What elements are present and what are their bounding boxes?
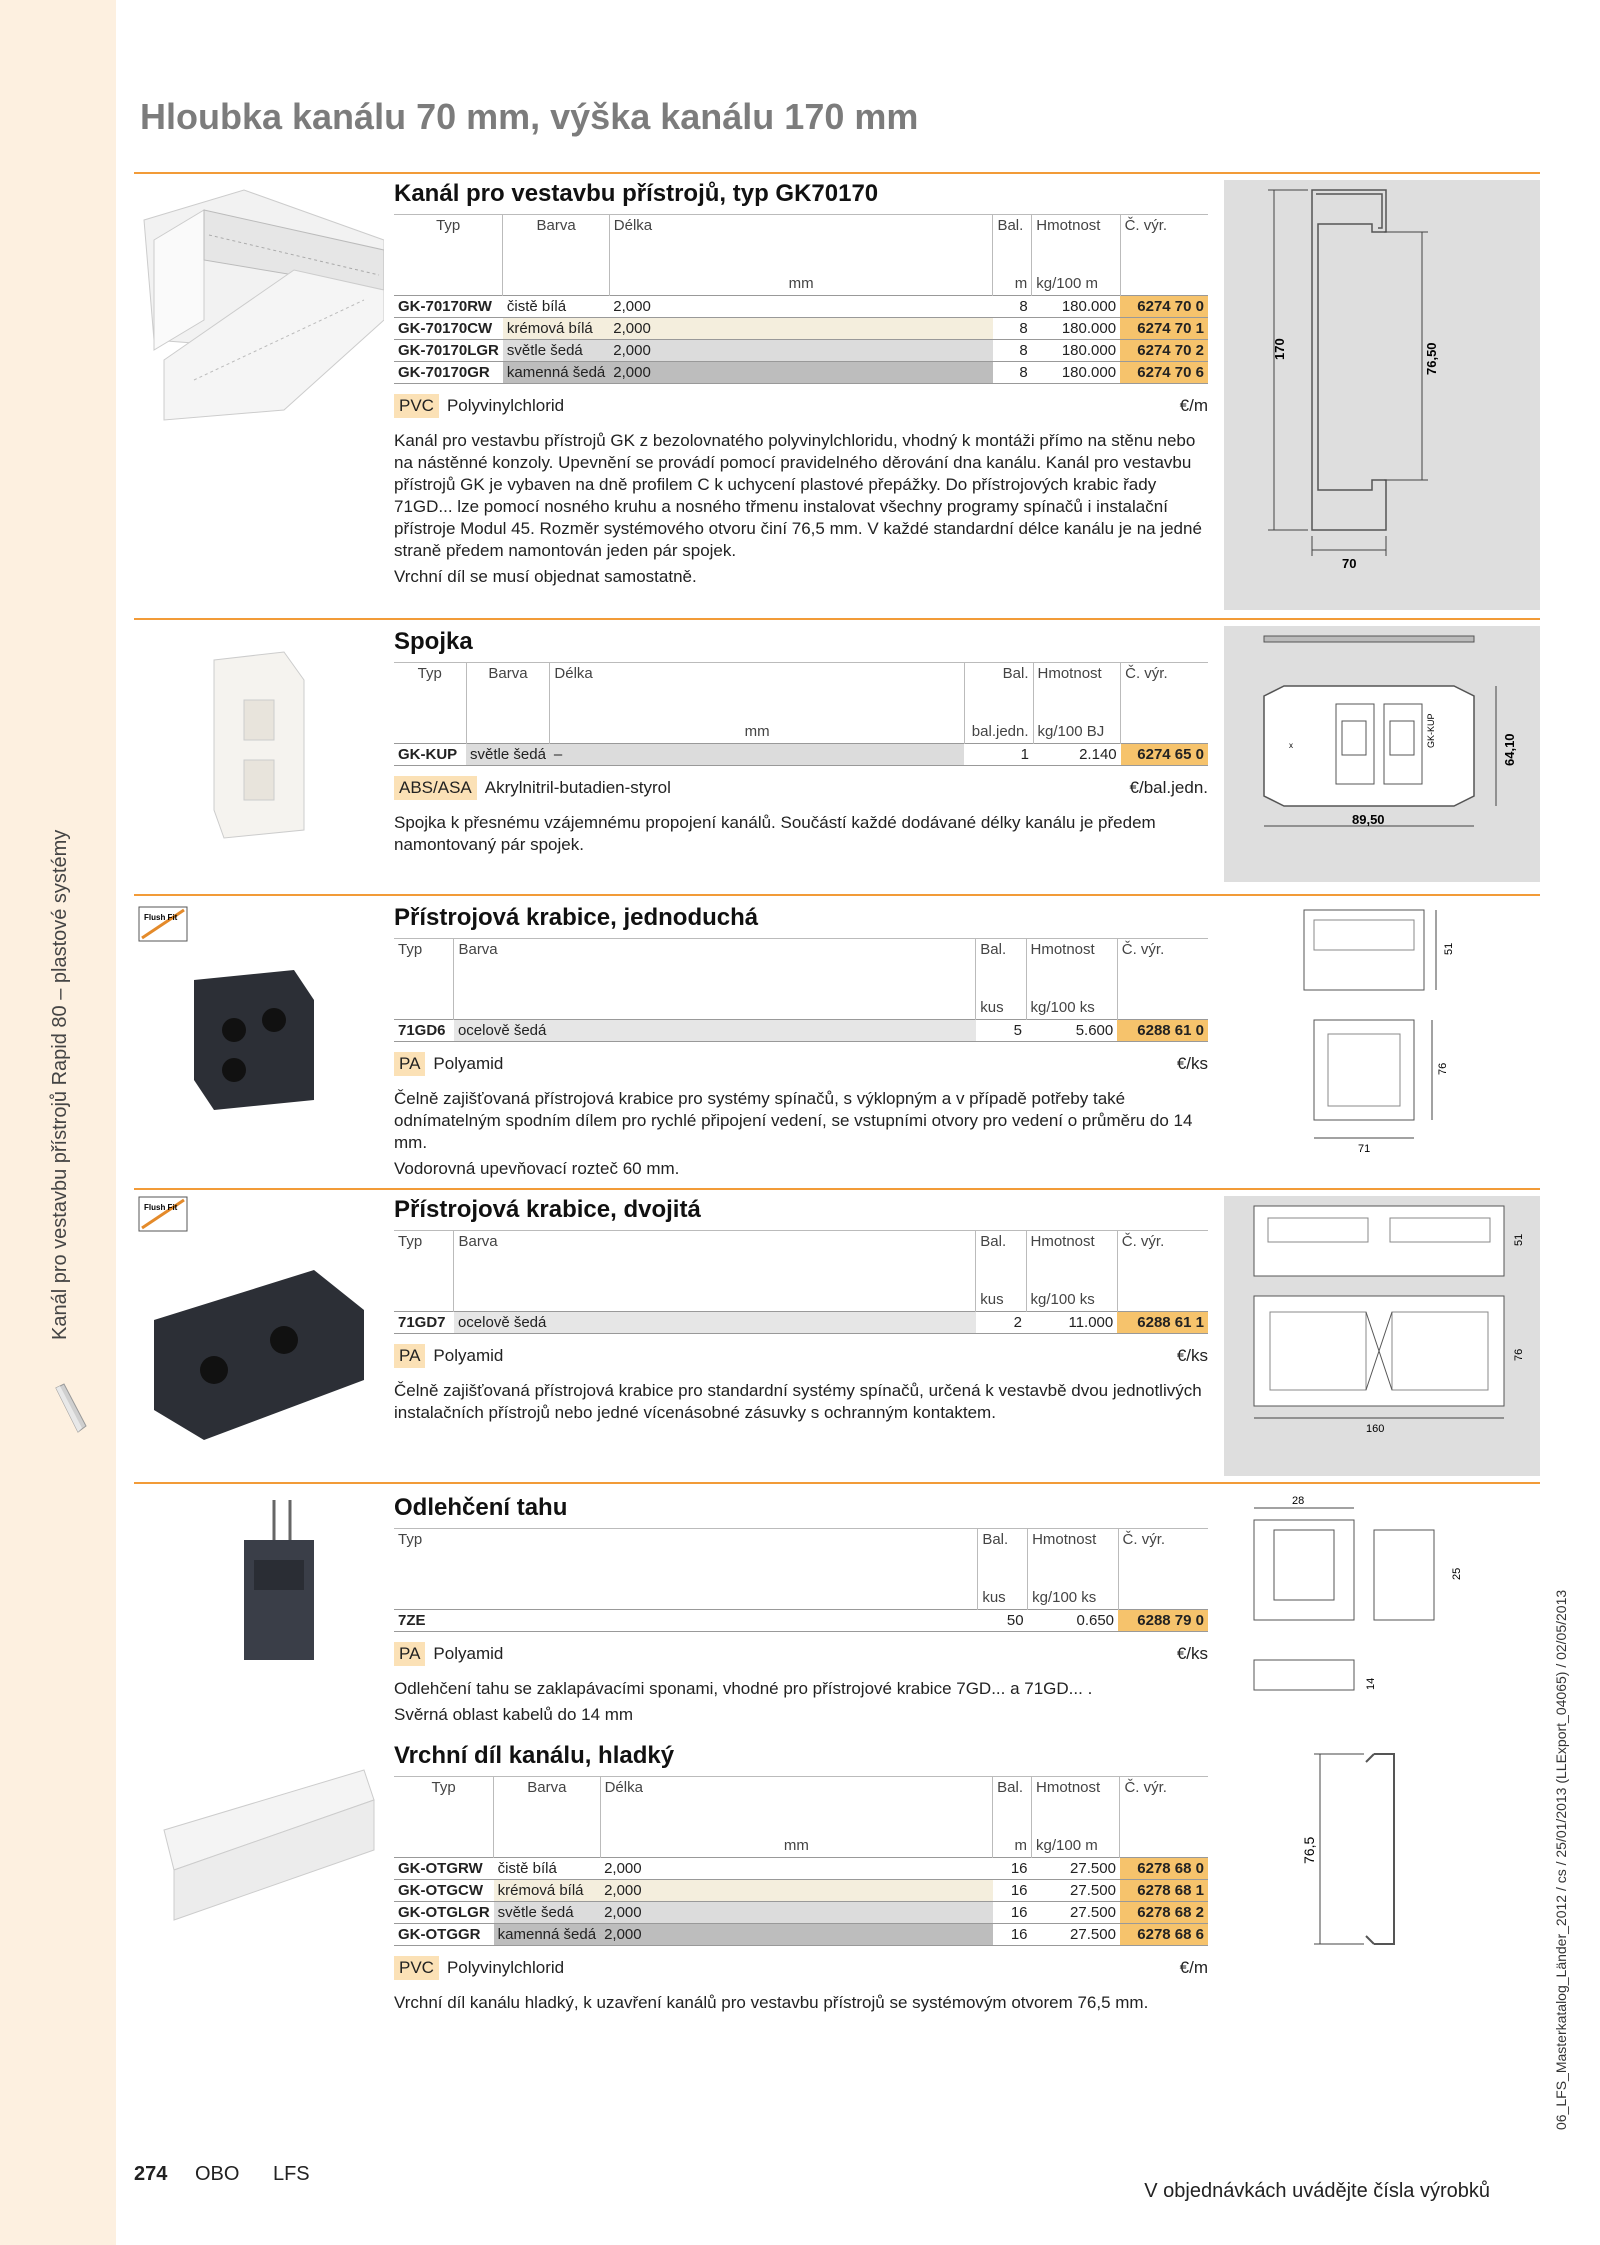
type-cell: GK-70170CW: [394, 318, 503, 340]
unit-header: [1120, 1805, 1208, 1858]
single-box-drawing: [1224, 900, 1540, 1186]
length-cell: 2,000: [600, 1880, 993, 1902]
dim-height: 25: [1451, 1567, 1463, 1580]
section-coupler: [394, 628, 1208, 860]
col-header: Barva: [494, 1777, 600, 1806]
weight-cell: 27.500: [1032, 1924, 1120, 1946]
part-label: GK-KUP: [1426, 713, 1436, 748]
col-header: Typ: [394, 215, 503, 244]
brand: OBO: [194, 2163, 240, 2185]
unit-header: [394, 243, 503, 296]
color-cell: světle šedá: [494, 1902, 600, 1924]
article-number: 6278 68 0: [1120, 1858, 1208, 1880]
type-cell: GK-OTGLGR: [394, 1902, 494, 1924]
col-header: Délka: [609, 215, 993, 244]
col-header: Typ: [394, 939, 454, 968]
unit-header: kg/100 m: [1032, 243, 1120, 296]
dim-opening: 76,5: [1301, 1836, 1317, 1864]
material-code: PA: [394, 1642, 425, 1666]
description-text: Odlehčení tahu se zaklapávacími sponami, vhodné pro přístrojové krabice 7GD... a 71GD... .: [394, 1679, 1093, 1698]
weight-cell: 180.000: [1032, 362, 1120, 384]
unit-header: [1117, 1259, 1208, 1312]
weight-cell: 2.140: [1033, 744, 1121, 766]
pack-cell: 16: [993, 1902, 1032, 1924]
flush-fit-badge: [138, 906, 188, 942]
dim-depth: 70: [1342, 556, 1357, 571]
col-header: Typ: [394, 1529, 978, 1558]
col-header: Bal.: [964, 663, 1033, 692]
weight-cell: 11.000: [1026, 1312, 1117, 1334]
section-title: Kanál pro vestavbu přístrojů, typ GK70170: [394, 180, 879, 207]
col-header: Č. výr.: [1120, 215, 1208, 244]
material-row: [394, 1342, 1208, 1370]
badge-text: Flush Fit: [144, 913, 178, 922]
section-divider: [134, 1482, 1540, 1484]
unit-header: [454, 1259, 976, 1312]
description: [394, 1088, 1208, 1180]
badge-text: Flush Fit: [144, 1203, 178, 1212]
type-cell: 71GD6: [394, 1020, 454, 1042]
page-title: Hloubka kanálu 70 mm, výška kanálu 170 mm: [140, 96, 919, 137]
material-row: [394, 1954, 1208, 1982]
col-header: Typ: [394, 663, 466, 692]
pack-cell: 8: [993, 296, 1032, 318]
strain-relief-photo: [134, 1490, 384, 1670]
col-header: Č. výr.: [1118, 1529, 1208, 1558]
single-box-photo: [134, 960, 384, 1120]
unit-header: kus: [976, 967, 1026, 1020]
col-header: Hmotnost: [1028, 1529, 1118, 1558]
type-cell: GK-70170LGR: [394, 340, 503, 362]
channel-icon: [52, 1382, 90, 1434]
pack-cell: 50: [978, 1610, 1028, 1632]
color-cell: kamenná šedá: [494, 1924, 600, 1946]
article-number: 6278 68 1: [1120, 1880, 1208, 1902]
material-name: Polyamid: [433, 1054, 504, 1073]
product-table: [394, 662, 1208, 766]
description: [394, 1992, 1208, 2014]
weight-cell: 5.600: [1026, 1020, 1117, 1042]
weight-cell: 180.000: [1032, 340, 1120, 362]
pack-cell: 1: [964, 744, 1033, 766]
section-title: Odlehčení tahu: [394, 1494, 568, 1521]
dim-width: 28: [1292, 1495, 1305, 1507]
type-cell: 7ZE: [394, 1610, 978, 1632]
order-note: V objednávkách uvádějte čísla výrobků: [1144, 2180, 1490, 2202]
material-code: PA: [394, 1052, 425, 1076]
col-header: Bal.: [976, 1231, 1026, 1260]
article-number: 6274 70 2: [1120, 340, 1208, 362]
price-unit: €/ks: [1176, 1346, 1208, 1365]
description-text: Čelně zajišťovaná přístrojová krabice pro systémy spínačů, s výklopným a v případě potřeby také odnímatelným spodním dílem pro rychlé připojení vedení, se vstupními otvory pro vedení o průměru do 14 mm.: [394, 1089, 1193, 1152]
section-divider: [134, 1188, 1540, 1190]
length-cell: 2,000: [600, 1902, 993, 1924]
table-row: [394, 318, 1208, 340]
col-header: Bal.: [993, 215, 1032, 244]
dim-height: 76: [1437, 1062, 1449, 1075]
product-table: [394, 1528, 1208, 1632]
color-cell: čistě bílá: [494, 1858, 600, 1880]
length-cell: 2,000: [600, 1858, 993, 1880]
material-row: [394, 1050, 1208, 1078]
table-row: [394, 1924, 1208, 1946]
article-number: 6274 70 1: [1120, 318, 1208, 340]
cover-photo: [134, 1760, 384, 1930]
unit-header: [454, 967, 976, 1020]
dim-height: 170: [1272, 338, 1287, 360]
pack-cell: 5: [976, 1020, 1026, 1042]
table-row: [394, 1902, 1208, 1924]
description: [394, 812, 1208, 856]
color-cell: světle šedá: [503, 340, 609, 362]
table-row: [394, 1880, 1208, 1902]
length-cell: 2,000: [609, 318, 993, 340]
article-number: 6274 65 0: [1121, 744, 1208, 766]
col-header: Délka: [600, 1777, 993, 1806]
table-row: [394, 362, 1208, 384]
material-row: [394, 1640, 1208, 1668]
unit-header: kg/100 m: [1032, 1805, 1120, 1858]
length-cell: 2,000: [609, 362, 993, 384]
page-footer: [134, 2163, 310, 2186]
side-title: Kanál pro vestavbu přístrojů Rapid 80 – plastové systémy: [49, 829, 71, 1340]
unit-header: [394, 967, 454, 1020]
unit-header: kg/100 ks: [1026, 967, 1117, 1020]
coupler-drawing: [1224, 626, 1540, 882]
unit-header: [1120, 243, 1208, 296]
length-cell: 2,000: [609, 340, 993, 362]
description-text: Čelně zajišťovaná přístrojová krabice pro standardní systémy spínačů, určená k vestavbě dvou jednotlivých instalačních přístrojů nebo jedné vícenásobné zásuvky s ochranným kontaktem.: [394, 1381, 1202, 1422]
article-number: 6288 61 1: [1117, 1312, 1208, 1334]
unit-header: kg/100 ks: [1028, 1557, 1118, 1610]
dim-height: 64,10: [1502, 733, 1517, 766]
unit-header: mm: [550, 691, 964, 744]
article-number: 6274 70 6: [1120, 362, 1208, 384]
col-header: Č. výr.: [1117, 939, 1208, 968]
col-header: Barva: [454, 1231, 976, 1260]
material-code: PVC: [394, 394, 439, 418]
color-cell: krémová bílá: [503, 318, 609, 340]
material-name: Polyvinylchlorid: [446, 396, 565, 415]
type-cell: GK-70170RW: [394, 296, 503, 318]
col-header: Č. výr.: [1121, 663, 1208, 692]
col-header: Barva: [503, 215, 609, 244]
section-title: Přístrojová krabice, jednoduchá: [394, 904, 759, 931]
material-row: [394, 774, 1208, 802]
description: [394, 430, 1208, 588]
dim-depth: 51: [1513, 1233, 1525, 1246]
product-family: LFS: [272, 2163, 310, 2185]
col-header: Typ: [394, 1777, 494, 1806]
product-table: [394, 1230, 1208, 1334]
description-text: Vrchní díl se musí objednat samostatně.: [394, 567, 697, 586]
col-header: Barva: [466, 663, 550, 692]
col-header: Barva: [454, 939, 976, 968]
dim-opening: 76,50: [1424, 342, 1439, 375]
material-name: Polyvinylchlorid: [446, 1958, 565, 1977]
unit-header: [394, 691, 466, 744]
weight-cell: 27.500: [1032, 1902, 1120, 1924]
unit-header: [394, 1557, 978, 1610]
description-text: Kanál pro vestavbu přístrojů GK z bezolovnatého polyvinylchloridu, vhodný k montáži přímo na stěnu nebo na nástěnné konzoly. Upevnění se provádí pomocí pravidelného děrování dna kanálu. Kanál pro vestavbu přístrojů GK je vybaven na dně profilem C k uchycení plastové přepážky. Do přístrojových krabic řady 71GD... lze pomocí nosného kruhu a nosného třmenu instalovat všechny programy spínačů i instalační přístroje Modul 45. Rozměr systémového otvoru činí 76,5 mm. V každé standardní délce kanálu je na jedné straně předem namontován jeden pár spojek.: [394, 431, 1202, 560]
dim-width: 89,50: [1352, 812, 1385, 827]
section-title: Vrchní díl kanálu, hladký: [394, 1742, 675, 1769]
unit-header: kg/100 ks: [1026, 1259, 1117, 1312]
article-number: 6278 68 2: [1120, 1902, 1208, 1924]
color-cell: světle šedá: [466, 744, 550, 766]
unit-header: [394, 1805, 494, 1858]
dim-depth: 14: [1365, 1677, 1377, 1690]
color-label: ocelově šedá: [457, 1314, 547, 1331]
price-unit: €/m: [1179, 396, 1208, 415]
pack-cell: 16: [993, 1858, 1032, 1880]
unit-header: [494, 1805, 600, 1858]
dim-marker: x: [1289, 741, 1293, 750]
col-header: Bal.: [978, 1529, 1028, 1558]
type-cell: GK-70170GR: [394, 362, 503, 384]
weight-cell: 180.000: [1032, 296, 1120, 318]
unit-header: kus: [976, 1259, 1026, 1312]
section-title: Přístrojová krabice, dvojitá: [394, 1196, 701, 1223]
material-code: PA: [394, 1344, 425, 1368]
type-cell: GK-OTGCW: [394, 1880, 494, 1902]
section-single-box: [394, 904, 1208, 1184]
unit-header: [1118, 1557, 1208, 1610]
unit-header: [503, 243, 609, 296]
unit-header: [394, 1259, 454, 1312]
description: [394, 1678, 1208, 1726]
dim-width: 160: [1366, 1423, 1385, 1435]
price-unit: €/ks: [1176, 1054, 1208, 1073]
table-row: [394, 1858, 1208, 1880]
description-text: Spojka k přesnému vzájemnému propojení kanálů. Součástí každé dodávané délky kanálu je předem namontovaný pár spojek.: [394, 813, 1156, 854]
table-row: [394, 1020, 1208, 1042]
material-name: Polyamid: [433, 1644, 504, 1663]
length-cell: 2,000: [600, 1924, 993, 1946]
col-header: Hmotnost: [1026, 939, 1117, 968]
article-number: 6288 61 0: [1117, 1020, 1208, 1042]
color-cell: kamenná šedá: [503, 362, 609, 384]
unit-header: bal.jedn.: [964, 691, 1033, 744]
col-header: Délka: [550, 663, 964, 692]
flush-fit-badge: [138, 1196, 188, 1232]
double-box-photo: [134, 1260, 384, 1450]
section-strain-relief: [394, 1494, 1208, 1730]
col-header: Hmotnost: [1032, 1777, 1120, 1806]
pack-cell: 16: [993, 1880, 1032, 1902]
table-row: [394, 744, 1208, 766]
double-box-drawing: [1224, 1196, 1540, 1476]
type-cell: GK-KUP: [394, 744, 466, 766]
material-row: [394, 392, 1208, 420]
length-cell: –: [550, 744, 964, 766]
description: [394, 1380, 1208, 1424]
section-double-box: [394, 1196, 1208, 1428]
type-cell: GK-OTGRW: [394, 1858, 494, 1880]
length-cell: 2,000: [609, 296, 993, 318]
color-cell: čistě bílá: [503, 296, 609, 318]
channel-drawing: [1224, 180, 1540, 610]
material-name: Polyamid: [433, 1346, 504, 1365]
unit-header: kg/100 BJ: [1033, 691, 1121, 744]
col-header: Bal.: [993, 1777, 1032, 1806]
section-divider: [134, 618, 1540, 620]
material-code: PVC: [394, 1956, 439, 1980]
weight-cell: 0.650: [1028, 1610, 1118, 1632]
section-channel: [394, 180, 1208, 592]
section-cover: [394, 1742, 1208, 2018]
color-cell: krémová bílá: [494, 1880, 600, 1902]
dim-depth: 51: [1443, 942, 1455, 955]
article-number: 6288 79 0: [1118, 1610, 1208, 1632]
channel-photo: [134, 180, 384, 430]
col-header: Č. výr.: [1120, 1777, 1208, 1806]
material-name: Akrylnitril-butadien-styrol: [484, 778, 671, 797]
coupler-photo: [134, 640, 384, 840]
weight-cell: 27.500: [1032, 1858, 1120, 1880]
weight-cell: 180.000: [1032, 318, 1120, 340]
pack-cell: 8: [993, 340, 1032, 362]
table-row: [394, 296, 1208, 318]
unit-header: m: [993, 243, 1032, 296]
unit-header: mm: [600, 1805, 993, 1858]
price-unit: €/bal.jedn.: [1129, 778, 1208, 797]
col-header: Hmotnost: [1032, 215, 1120, 244]
product-table: [394, 214, 1208, 384]
section-title: Spojka: [394, 628, 473, 655]
color-cell: [454, 1312, 976, 1334]
product-table: [394, 938, 1208, 1042]
unit-header: [1117, 967, 1208, 1020]
type-cell: GK-OTGGR: [394, 1924, 494, 1946]
col-header: Č. výr.: [1117, 1231, 1208, 1260]
article-number: 6278 68 6: [1120, 1924, 1208, 1946]
col-header: Typ: [394, 1231, 454, 1260]
product-table: [394, 1776, 1208, 1946]
description-text: Svěrná oblast kabelů do 14 mm: [394, 1705, 634, 1724]
pack-cell: 8: [993, 362, 1032, 384]
material-code: ABS/ASA: [394, 776, 477, 800]
type-cell: 71GD7: [394, 1312, 454, 1334]
description-text: Vodorovná upevňovací rozteč 60 mm.: [394, 1159, 680, 1178]
catalog-code: 06_LFS_Masterkatalog_Länder_2012 / cs / 25/01/2013 (LLExport_04065) / 02/05/2013: [1553, 1589, 1569, 2130]
article-number: 6274 70 0: [1120, 296, 1208, 318]
unit-header: mm: [609, 243, 993, 296]
strain-relief-drawing: [1224, 1490, 1540, 1736]
col-header: Hmotnost: [1026, 1231, 1117, 1260]
pack-cell: 2: [976, 1312, 1026, 1334]
weight-cell: 27.500: [1032, 1880, 1120, 1902]
col-header: Bal.: [976, 939, 1026, 968]
unit-header: [1121, 691, 1208, 744]
section-divider: [134, 172, 1540, 174]
unit-header: m: [993, 1805, 1032, 1858]
pack-cell: 8: [993, 318, 1032, 340]
unit-header: [466, 691, 550, 744]
table-row: [394, 1610, 1208, 1632]
section-divider: [134, 894, 1540, 896]
pack-cell: 16: [993, 1924, 1032, 1946]
description-text: Vrchní díl kanálu hladký, k uzavření kanálů pro vestavbu přístrojů se systémovým otvorem 76,5 mm.: [394, 1993, 1149, 2012]
price-unit: €/ks: [1176, 1644, 1208, 1663]
table-row: [394, 1312, 1208, 1334]
page-number: 274: [134, 2163, 168, 2185]
color-cell: [454, 1020, 976, 1042]
unit-header: kus: [978, 1557, 1028, 1610]
table-row: [394, 340, 1208, 362]
color-label: ocelově šedá: [457, 1022, 547, 1039]
dim-height: 76: [1513, 1348, 1525, 1361]
price-unit: €/m: [1179, 1958, 1208, 1977]
dim-width: 71: [1358, 1143, 1371, 1155]
cover-drawing: [1224, 1744, 1540, 1960]
col-header: Hmotnost: [1033, 663, 1121, 692]
